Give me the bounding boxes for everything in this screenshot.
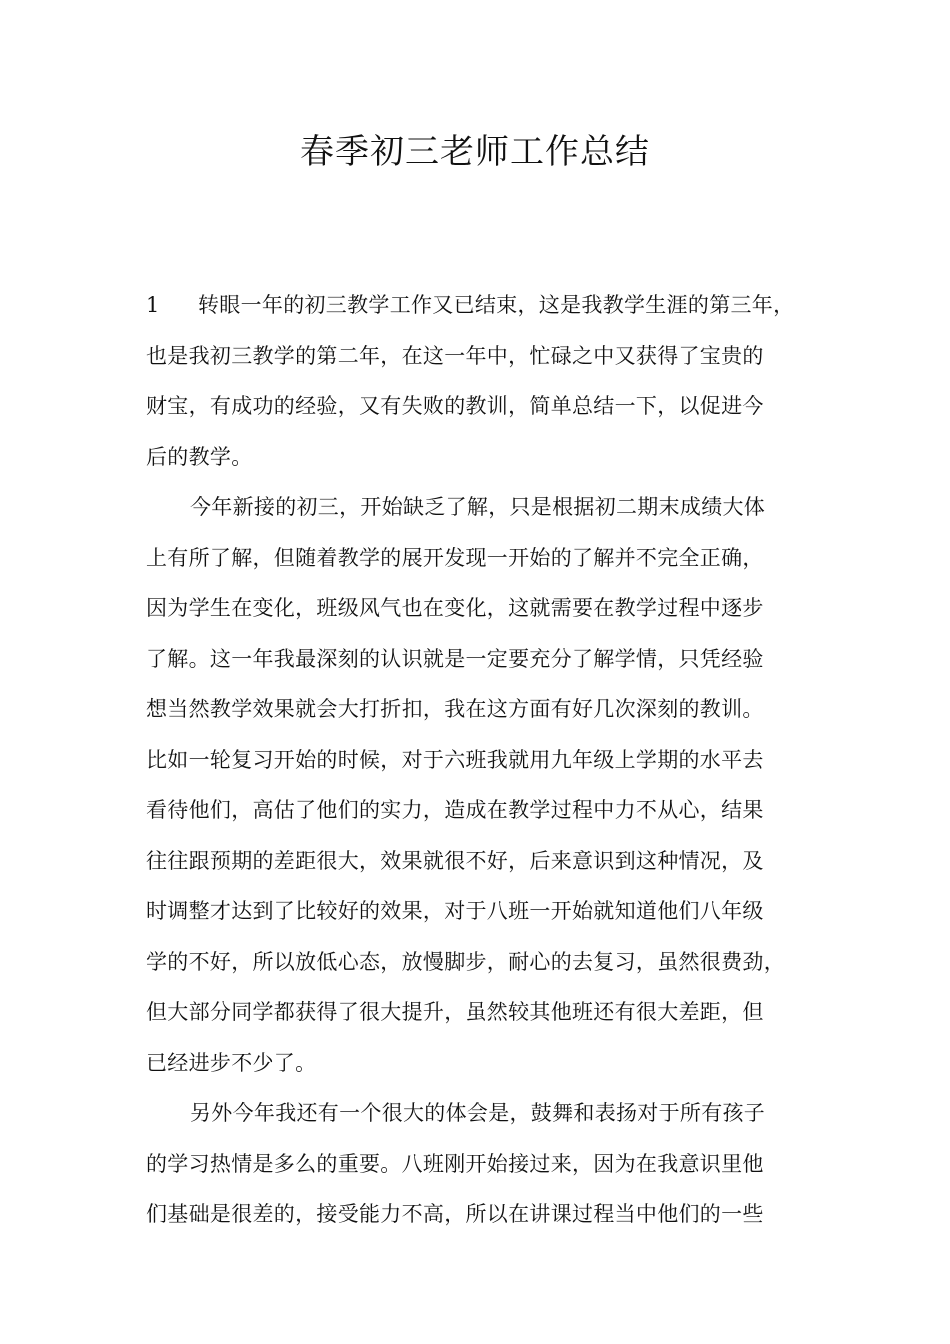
paragraph-3-line-1: 另外今年我还有一个很大的体会是，鼓舞和表扬对于所有孩子	[190, 1101, 766, 1125]
paragraph-2-line-6: 比如一轮复习开始的时候，对于六班我就用九年级上学期的水平去	[146, 747, 764, 772]
paragraph-2-line-10: 学的不好，所以放低心态，放慢脚步，耐心的去复习，虽然很费劲，	[146, 949, 785, 974]
document-body	[146, 280, 826, 1240]
paragraph-2-line-1: 今年新接的初三，开始缺乏了解，只是根据初二期末成绩大体	[190, 495, 766, 519]
paragraph-3-line-3: 们基础是很差的，接受能力不高，所以在讲课过程当中他们的一些	[146, 1202, 764, 1226]
paragraph-1-line-1: 1 转眼一年的初三教学工作又已结束，这是我教学生涯的第三年，	[146, 280, 826, 331]
paragraph-1-line-3: 财宝，有成功的经验，又有失败的教训，简单总结一下，以促进今	[146, 394, 764, 418]
paragraph-2-line-4: 了解。这一年我最深刻的认识就是一定要充分了解学情，只凭经验	[146, 646, 764, 671]
paragraph-3-line-2: 的学习热情是多么的重要。八班刚开始接过来，因为在我意识里他	[146, 1151, 764, 1176]
paragraph-number: 1	[146, 293, 160, 317]
paragraph-1-line-2: 也是我初三教学的第二年，在这一年中，忙碌之中又获得了宝贵的	[146, 343, 764, 368]
paragraph-2-line-2: 上有所了解，但随着教学的展开发现一开始的了解并不完全正确，	[146, 545, 764, 570]
paragraph-2-line-7: 看待他们，高估了他们的实力，造成在教学过程中力不从心，结果	[146, 798, 764, 822]
paragraph-2-line-11: 但大部分同学都获得了很大提升，虽然较其他班还有很大差距，但	[146, 1000, 764, 1024]
document-title: 春季初三老师工作总结	[300, 132, 650, 172]
paragraph-1-line-4: 后的教学。	[146, 444, 253, 469]
paragraph-2-line-5: 想当然教学效果就会大打折扣，我在这方面有好几次深刻的教训。	[146, 697, 764, 721]
paragraph-2-line-9: 时调整才达到了比较好的效果，对于八班一开始就知道他们八年级	[146, 899, 764, 923]
paragraph-2-line-8: 往往跟预期的差距很大，效果就很不好，后来意识到这种情况，及	[146, 848, 764, 873]
paragraph-2-line-3: 因为学生在变化，班级风气也在变化，这就需要在教学过程中逐步	[146, 596, 764, 620]
paragraph-2-line-12: 已经进步不少了。	[146, 1050, 317, 1075]
